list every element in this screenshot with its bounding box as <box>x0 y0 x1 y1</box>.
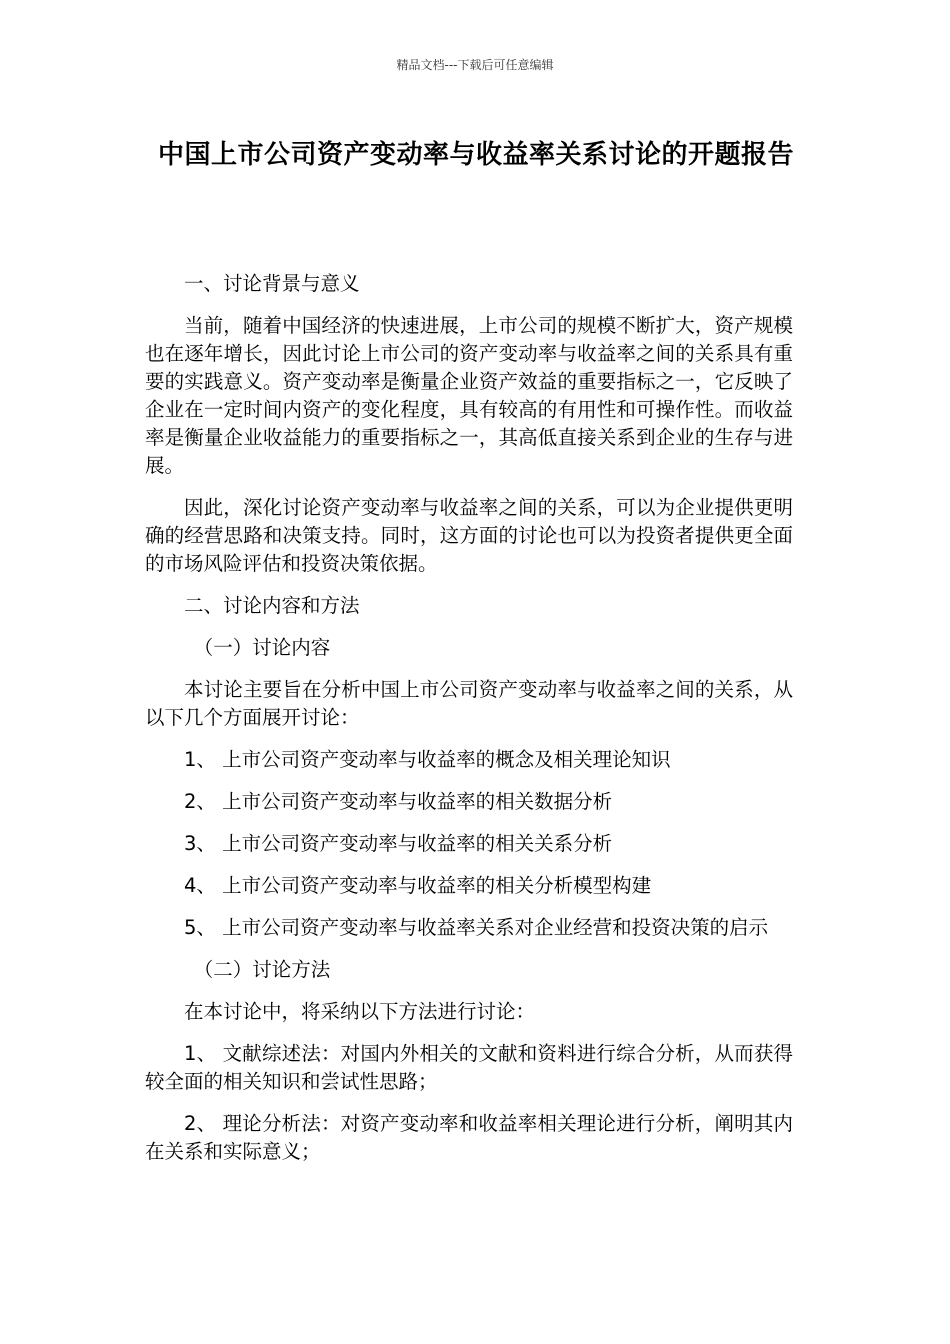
list-item: 2、 理论分析法：对资产变动率和收益率相关理论进行分析，阐明其内在关系和实际意义； <box>145 1112 793 1163</box>
subsection-heading-method: （二）讨论方法 <box>193 958 331 981</box>
section-heading-background: 一、讨论背景与意义 <box>184 272 360 295</box>
list-item: 2、 上市公司资产变动率与收益率的相关数据分析 <box>184 790 613 813</box>
paragraph-content-intro: 本讨论主要旨在分析中国上市公司资产变动率与收益率之间的关系，从以下几个方面展开讨论： <box>145 678 793 729</box>
section-heading-content-method: 二、讨论内容和方法 <box>184 594 360 617</box>
document-title: 中国上市公司资产变动率与收益率关系讨论的开题报告 <box>157 140 794 170</box>
list-item: 4、 上市公司资产变动率与收益率的相关分析模型构建 <box>184 874 652 897</box>
paragraph-background: 当前，随着中国经济的快速进展，上市公司的规模不断扩大，资产规模也在逐年增长，因此讨论上市公司的资产变动率与收益率之间的关系具有重要的实践意义。资产变动率是衡量企业资产效益的重要指标之一，它反映了企业在一定时间内资产的变化程度，具有较高的有用性和可操作性。而收益率是衡量企业收益能力的重要指标之一，其高低直接关系到企业的生存与进展。 <box>145 314 793 477</box>
list-item: 3、 上市公司资产变动率与收益率的相关关系分析 <box>184 832 613 855</box>
document-body <box>145 270 793 1180</box>
subsection-heading-content: （一）讨论内容 <box>193 636 331 659</box>
page-header: 精品文档---下载后可任意编辑 <box>396 58 554 72</box>
paragraph-significance: 因此，深化讨论资产变动率与收益率之间的关系，可以为企业提供更明确的经营思路和决策支持。同时，这方面的讨论也可以为投资者提供更全面的市场风险评估和投资决策依据。 <box>145 496 793 575</box>
list-item: 5、 上市公司资产变动率与收益率关系对企业经营和投资决策的启示 <box>184 916 769 939</box>
list-item: 1、 文献综述法：对国内外相关的文献和资料进行综合分析，从而获得较全面的相关知识和尝试性思路； <box>145 1042 793 1093</box>
list-item: 1、 上市公司资产变动率与收益率的概念及相关理论知识 <box>184 748 671 771</box>
paragraph-method-intro: 在本讨论中，将采纳以下方法进行讨论： <box>184 1000 536 1023</box>
